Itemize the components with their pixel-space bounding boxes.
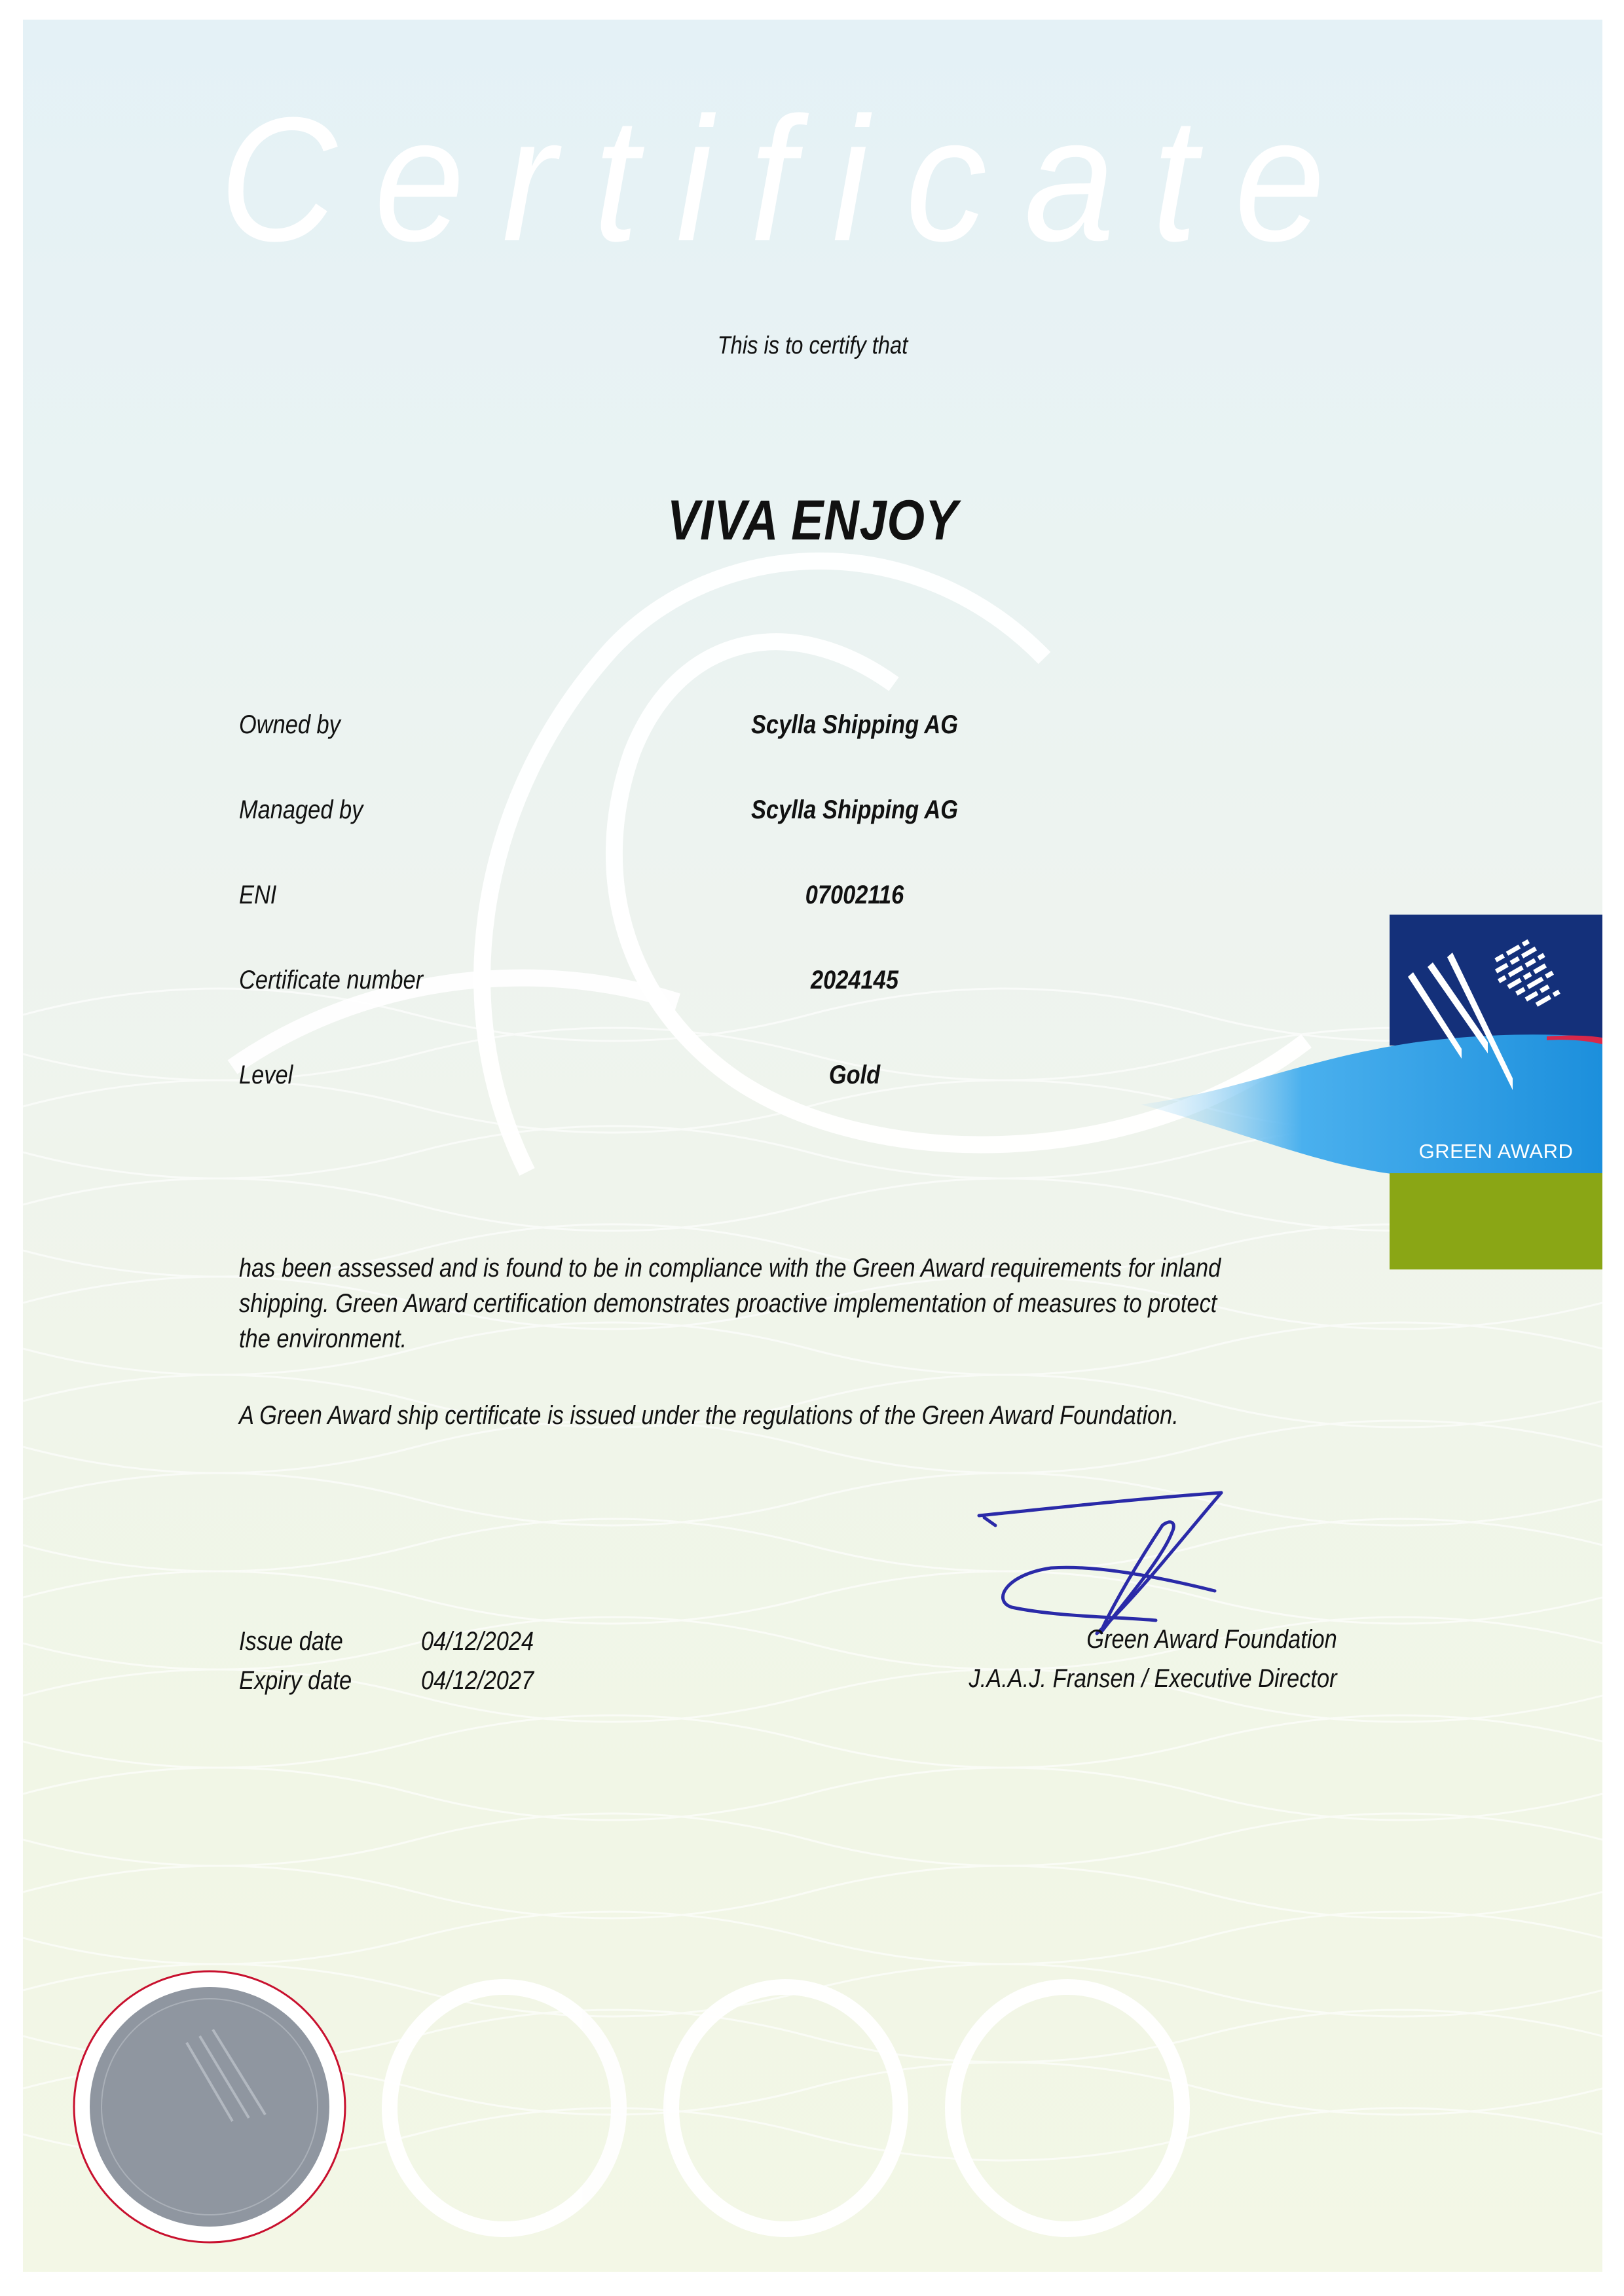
green-award-logo: [1390, 915, 1602, 1269]
certificate-watermark-title: Certificate: [219, 81, 1363, 278]
managed-by-label: Managed by: [239, 795, 363, 824]
logo-mark-icon: [1390, 915, 1602, 1144]
ship-name: VIVA ENJOY: [667, 489, 959, 552]
certificate-paper: [23, 20, 1602, 2272]
compliance-statement: has been assessed and is found to be in compliance with the Green Award requirements for inland shipping. Green Award certification demonstrates proactive implementation of measures to protect the environment.: [239, 1254, 1221, 1353]
issue-date-value: 04/12/2024: [421, 1627, 534, 1656]
seal-area: [23, 1951, 1602, 2272]
intro-text: This is to certify that: [717, 332, 908, 359]
logo-text: GREEN AWARD: [1418, 1140, 1574, 1163]
signature-image: [966, 1486, 1306, 1643]
eni-value: 07002116: [805, 881, 904, 909]
regulation-statement: A Green Award ship certificate is issued under the regulations of the Green Award Foundation.: [239, 1401, 1179, 1430]
certificate-number-label: Certificate number: [239, 966, 424, 994]
seal-ring-2: [390, 1987, 619, 2229]
expiry-date-label: Expiry date: [239, 1666, 352, 1695]
owned-by-value: Scylla Shipping AG: [750, 710, 959, 739]
level-label: Level: [239, 1061, 293, 1089]
eni-label: ENI: [239, 881, 277, 909]
level-value: Gold: [828, 1061, 881, 1089]
issue-date-label: Issue date: [239, 1627, 343, 1656]
embossed-seal: [74, 1971, 345, 2242]
certificate-number-value: 2024145: [811, 966, 898, 994]
managed-by-value: Scylla Shipping AG: [750, 795, 959, 824]
signatory-name-title: J.A.A.J. Fransen / Executive Director: [969, 1664, 1337, 1693]
seal-ring-4: [953, 1987, 1182, 2229]
owned-by-label: Owned by: [239, 710, 341, 739]
expiry-date-value: 04/12/2027: [421, 1666, 534, 1695]
signatory-organization: Green Award Foundation: [1086, 1625, 1337, 1654]
seal-ring-3: [671, 1987, 900, 2229]
